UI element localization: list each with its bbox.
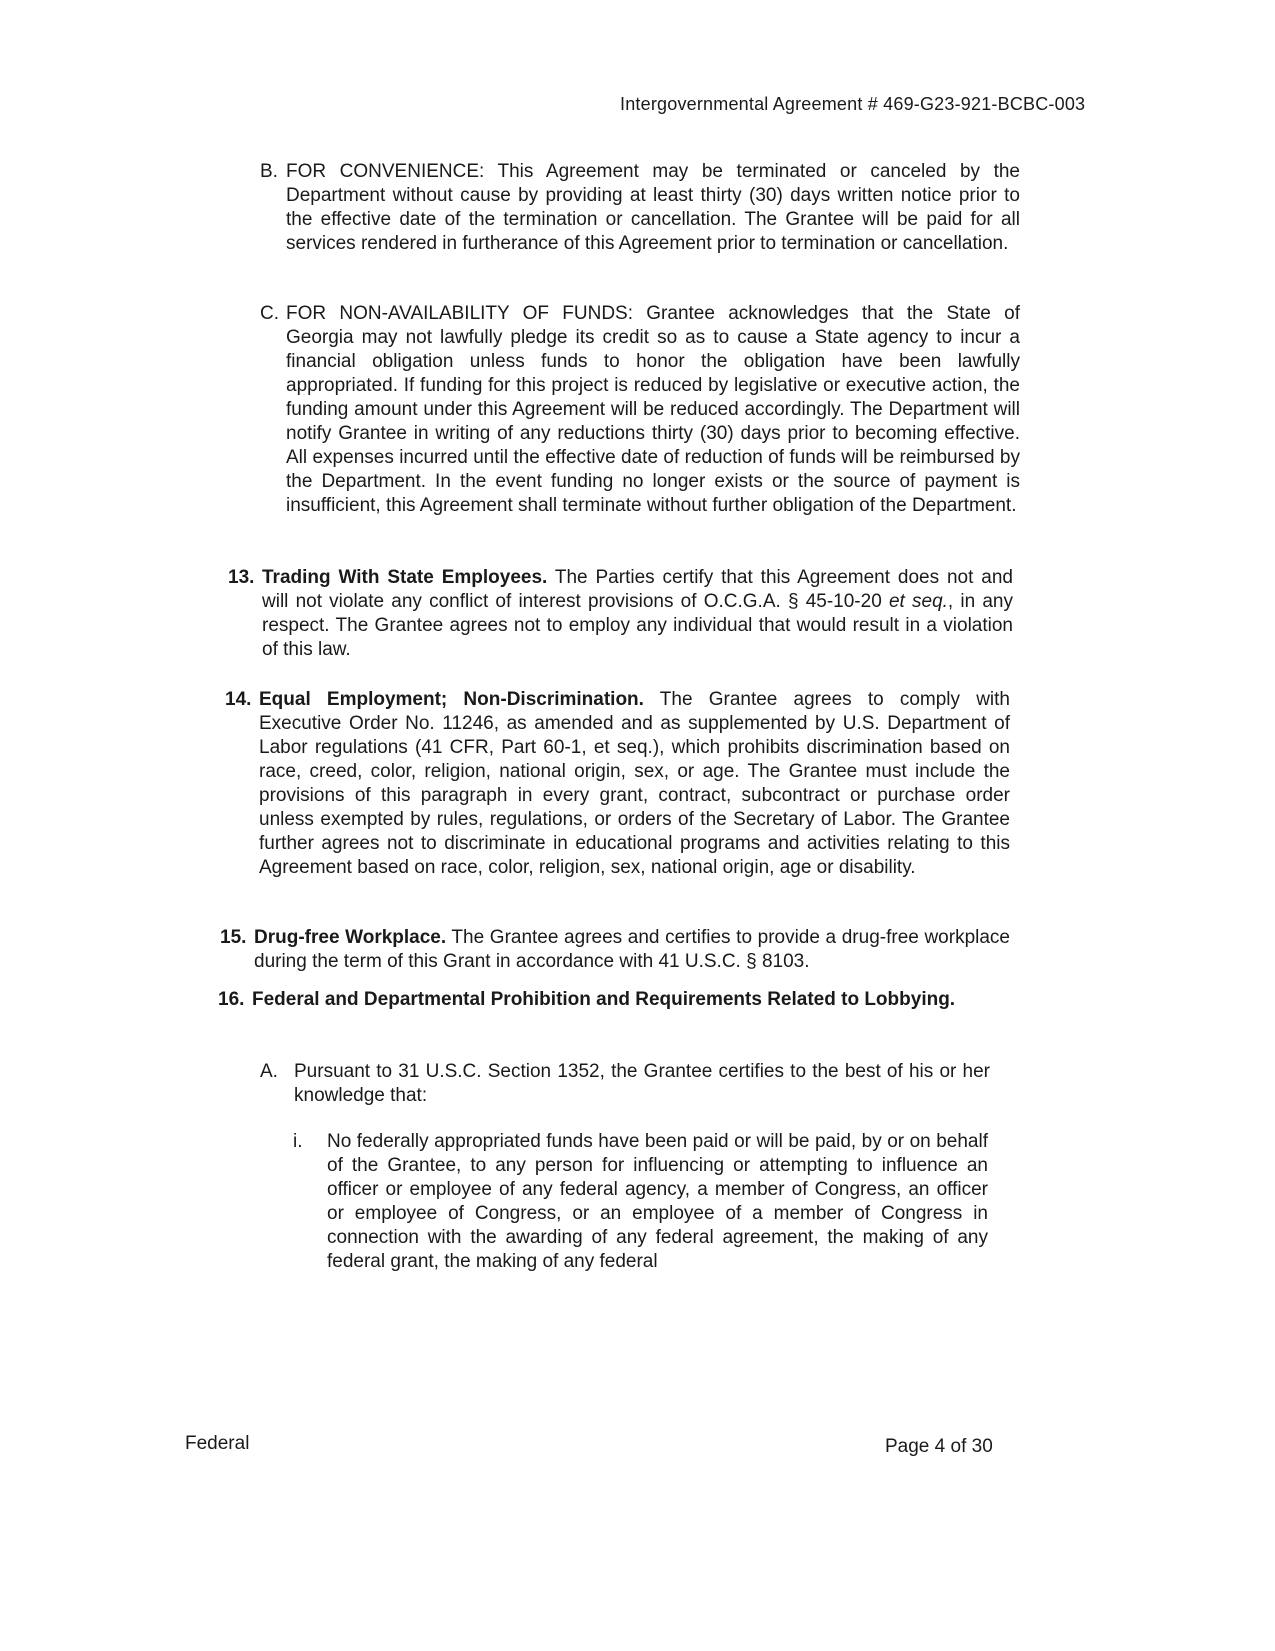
section-13-trading (228, 566, 1013, 662)
section-c-non-availability (260, 302, 1020, 518)
section-16-a-label: A. (260, 1061, 278, 1082)
section-16-lobbying (218, 988, 988, 1012)
section-13-text-b: , in any respect. The Grantee agrees not to employ any individual that would result in a violation of this law. (262, 591, 1013, 660)
section-13-paragraph (228, 566, 1013, 662)
section-13-heading: Trading With State Employees. (262, 567, 548, 588)
section-16-a-i (293, 1130, 988, 1274)
section-b-convenience (260, 160, 1020, 256)
page-number: Page 4 of 30 (885, 1436, 993, 1457)
section-15-paragraph (220, 926, 1010, 974)
section-15-heading: Drug-free Workplace. (254, 927, 447, 948)
section-16-a-text: Pursuant to 31 U.S.C. Section 1352, the Grantee certifies to the best of his or her knowledge that: (294, 1061, 990, 1106)
section-c-label: C. (260, 303, 279, 324)
section-13-text-a: The Parties certify that this Agreement does not and will not violate any conflict of interest provisions of O.C.G.A. § 45-10-20 (262, 567, 1013, 612)
section-c-text: FOR NON-AVAILABILITY OF FUNDS: Grantee acknowledges that the State of Georgia may not lawfully pledge its credit so as to cause a State agency to incur a financial obligation unless funds to honor the obligation have been lawfully appropriated. If funding for this project is reduced by legislative or executive action, the funding amount under this Agreement will be reduced accordingly. The Department will notify Grantee in writing of any reductions thirty (30) days prior to becoming effective. All expenses incurred until the effective date of reduction of funds will be reimbursed by the Department. In the event funding no longer exists or the source of payment is insufficient, this Agreement shall terminate without further obligation of the Department. (286, 303, 1020, 516)
section-b-label: B. (260, 161, 278, 182)
section-14-heading: Equal Employment; Non-Discrimination. (259, 689, 644, 710)
section-15-label: 15. (220, 927, 247, 948)
section-13-label: 13. (228, 567, 255, 588)
section-14-text: The Grantee agrees to comply with Executive Order No. 11246, as amended and as supplemented by U.S. Department of Labor regulations (41 CFR, Part 60-1, et seq.), which prohibits discrimination based on race, creed, color, religion, national origin, sex, or age. The Grantee must include the provisions of this paragraph in every grant, contract, subcontract or purchase order unless exempted by rules, regulations, or orders of the Secretary of Labor. The Grantee further agrees not to discriminate in educational programs and activities relating to this Agreement based on race, color, religion, sex, national origin, age or disability. (259, 689, 1010, 878)
section-16-label: 16. (218, 989, 245, 1010)
section-13-italic: et seq. (888, 591, 948, 612)
section-14-paragraph (225, 688, 1010, 880)
section-b-text: FOR CONVENIENCE: This Agreement may be terminated or canceled by the Department without cause by providing at least thirty (30) days written notice prior to the effective date of the termination or cancellation. The Grantee will be paid for all services rendered in furtherance of this Agreement prior to termination or cancellation. (286, 161, 1020, 254)
section-16-a-i-text: No federally appropriated funds have been paid or will be paid, by or on behalf of the Grantee, to any person for influencing or attempting to influence an officer or employee of any federal agency, a member of Congress, an officer or employee of Congress, or an employee of a member of Congress in connection with the awarding of any federal agreement, the making of any federal grant, the making of any federal (327, 1131, 988, 1272)
section-16-a (260, 1060, 990, 1108)
section-15-text: The Grantee agrees and certifies to provide a drug-free workplace during the term of this Grant in accordance with 41 U.S.C. § 8103. (254, 927, 1010, 972)
section-14-equal-employment (225, 688, 1010, 880)
section-14-label: 14. (225, 689, 252, 710)
section-16-heading: Federal and Departmental Prohibition and Requirements Related to Lobbying. (252, 989, 956, 1010)
section-16-a-i-label: i. (293, 1131, 303, 1152)
agreement-number-header: Intergovernmental Agreement # 469-G23-921-BCBC-003 (620, 94, 1086, 114)
footer-label: Federal (185, 1433, 250, 1454)
section-15-drug-free (220, 926, 1010, 974)
section-16-paragraph (218, 988, 988, 1012)
